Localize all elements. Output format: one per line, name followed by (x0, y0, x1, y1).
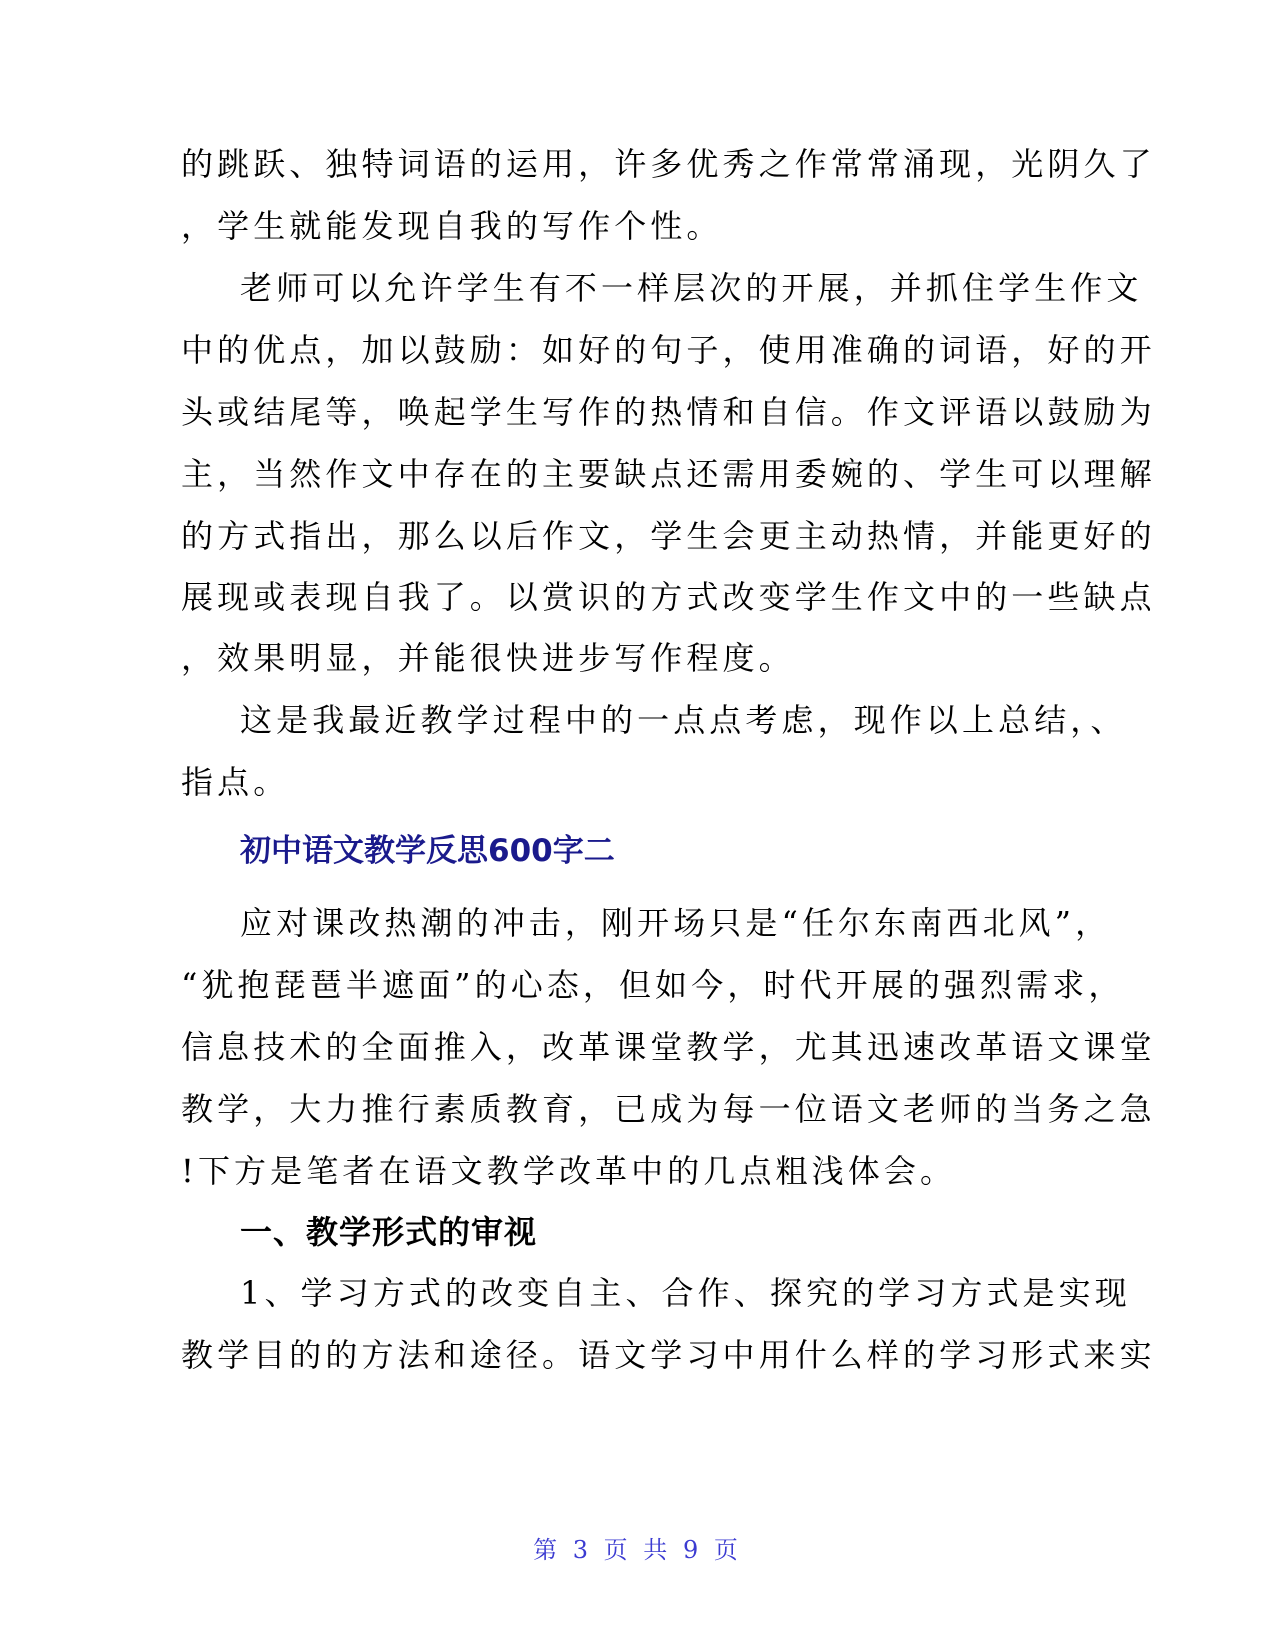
text-line: 信息技术的全面推入，改革课堂教学，尤其迅速改革语文课堂 (181, 1028, 1156, 1066)
text-line: 的跳跃、独特词语的运用，许多优秀之作常常涌现，光阴久了 (181, 145, 1156, 183)
text-line: 指点。 (181, 763, 290, 801)
page-footer: 第 3 页 共 9 页 (533, 1536, 742, 1564)
text-line: 的方式指出，那么以后作文，学生会更主动热情，并能更好的 (181, 517, 1156, 555)
sub-heading: 一、教学形式的审视 (240, 1213, 538, 1251)
section-heading: 初中语文教学反思600字二 (240, 833, 615, 869)
text-line: !下方是笔者在语文教学改革中的几点粗浅体会。 (181, 1152, 957, 1190)
text-line: 这是我最近教学过程中的一点点考虑，现作以上总结，、 (240, 701, 1127, 739)
text-line: ，学生就能发现自我的写作个性。 (181, 207, 723, 245)
text-line: 中的优点，加以鼓励：如好的句子，使用准确的词语，好的开 (181, 331, 1156, 369)
text-line: 主，当然作文中存在的主要缺点还需用委婉的、学生可以理解 (181, 455, 1156, 493)
text-line: “犹抱琵琶半遮面”的心态，但如今，时代开展的强烈需求， (181, 966, 1125, 1004)
text-line: 1、学习方式的改变自主、合作、探究的学习方式是实现 (240, 1274, 1131, 1312)
text-line: 应对课改热潮的冲击，刚开场只是“任尔东南西北风”， (240, 904, 1112, 942)
text-line: 教学目的的方法和途径。语文学习中用什么样的学习形式来实 (181, 1336, 1156, 1374)
text-line: 头或结尾等，唤起学生写作的热情和自信。作文评语以鼓励为 (181, 393, 1156, 431)
text-line: 展现或表现自我了。以赏识的方式改变学生作文中的一些缺点 (181, 578, 1156, 616)
text-line: 教学，大力推行素质教育，已成为每一位语文老师的当务之急 (181, 1090, 1156, 1128)
text-line: ，效果明显，并能很快进步写作程度。 (181, 639, 795, 677)
text-line: 老师可以允许学生有不一样层次的开展，并抓住学生作文 (240, 269, 1143, 307)
